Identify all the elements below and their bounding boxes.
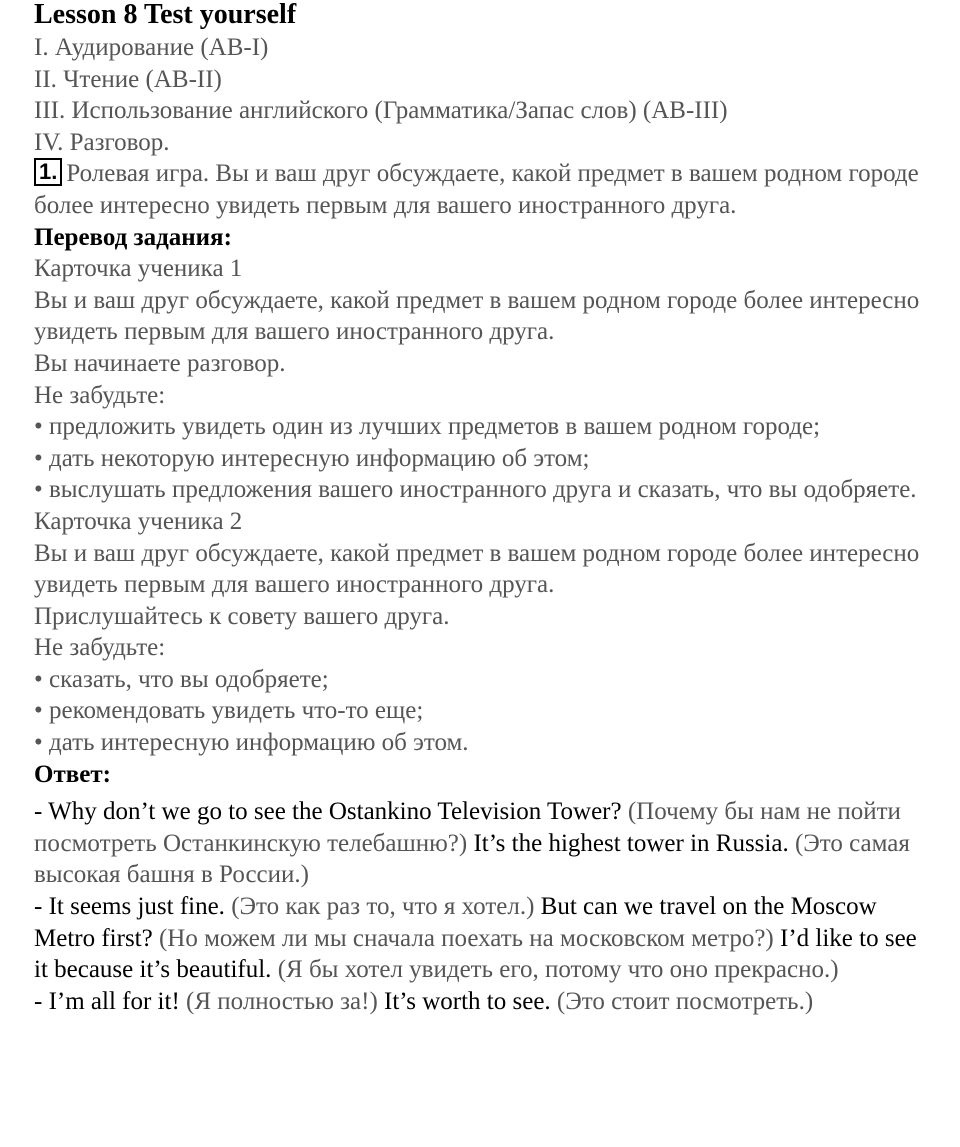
card-1-title: Карточка ученика 1 bbox=[34, 255, 243, 283]
russian-translation: (Я бы хотел увидеть его, потому что оно прекрасно.) bbox=[277, 956, 839, 984]
english-phrase: I’d like to see it because it’s beautiful. bbox=[34, 924, 917, 984]
english-phrase: But can we travel on the Moscow Metro first? bbox=[34, 893, 877, 952]
russian-translation: (Это как раз то, что я хотел.) bbox=[231, 893, 541, 921]
dialogue-line-1 bbox=[34, 796, 934, 891]
section-reading: II. Чтение (AB-II) bbox=[34, 65, 222, 93]
section-speaking: IV. Разговор. bbox=[34, 128, 170, 156]
student-card-2 bbox=[34, 506, 934, 759]
document-page bbox=[34, 0, 934, 1017]
card-2-title: Карточка ученика 2 bbox=[34, 507, 243, 535]
card-2-bullet: • сказать, что вы одобряете; bbox=[34, 665, 329, 693]
task-text: Ролевая игра. Вы и ваш друг обсуждаете, какой предмет в вашем родном городе более интересно увидеть первым для вашего иностранного друга. bbox=[34, 160, 919, 219]
russian-translation: (Я полностью за!) bbox=[186, 987, 385, 1015]
card-1-bullet: • дать некоторую интересную информацию об этом; bbox=[34, 444, 590, 472]
task-number-badge: 1. bbox=[34, 158, 62, 186]
answer-dialogue bbox=[34, 796, 934, 1017]
english-phrase: It’s the highest tower in Russia. bbox=[473, 829, 795, 857]
russian-translation: (Почему бы нам не пойти посмотреть Останкинскую телебашню?) bbox=[34, 798, 901, 857]
translation-heading: Перевод задания: bbox=[34, 223, 232, 251]
dialogue-line-3 bbox=[34, 986, 934, 1018]
task-1 bbox=[34, 158, 934, 221]
english-phrase: - Why don’t we go to see the Ostankino Television Tower? bbox=[34, 798, 628, 826]
russian-translation: (Это стоит посмотреть.) bbox=[556, 987, 814, 1015]
dialogue-line-2 bbox=[34, 891, 934, 986]
section-listening: I. Аудирование (AB-I) bbox=[34, 34, 269, 61]
card-1-instruction: Вы начинаете разговор. bbox=[34, 349, 286, 377]
card-2-bullet: • дать интересную информацию об этом. bbox=[34, 729, 469, 757]
lesson-title: Lesson 8 Test yourself bbox=[34, 0, 297, 30]
card-2-instruction: Прислушайтесь к совету вашего друга. bbox=[34, 602, 450, 630]
card-1-situation: Вы и ваш друг обсуждаете, какой предмет в вашем родном городе более интересно увидеть первым для вашего иностранного друга. bbox=[34, 286, 920, 346]
card-2-situation: Вы и ваш друг обсуждаете, какой предмет в вашем родном городе более интересно увидеть первым для вашего иностранного друга. bbox=[34, 539, 920, 599]
card-1-reminder: Не забудьте: bbox=[34, 381, 166, 409]
card-1-bullet: • выслушать предложения вашего иностранного друга и сказать, что вы одобряете. bbox=[34, 476, 917, 504]
answer-heading: Ответ: bbox=[34, 760, 111, 788]
card-2-bullet: • рекомендовать увидеть что-то еще; bbox=[34, 697, 424, 725]
english-phrase: It’s worth to see. bbox=[384, 987, 557, 1015]
sections-list bbox=[34, 32, 934, 158]
russian-translation: (Это самая высокая башня в России.) bbox=[34, 829, 910, 889]
student-card-1 bbox=[34, 253, 934, 506]
section-use-of-english: III. Использование английского (Грамматика/Запас слов) (AB-III) bbox=[34, 97, 728, 125]
russian-translation: (Но можем ли мы сначала поехать на московском метро?) bbox=[158, 924, 780, 952]
english-phrase: - I’m all for it! bbox=[34, 987, 187, 1015]
english-phrase: - It seems just fine. bbox=[34, 893, 232, 921]
card-1-bullet: • предложить увидеть один из лучших предметов в вашем родном городе; bbox=[34, 413, 821, 441]
card-2-reminder: Не забудьте: bbox=[34, 634, 166, 662]
